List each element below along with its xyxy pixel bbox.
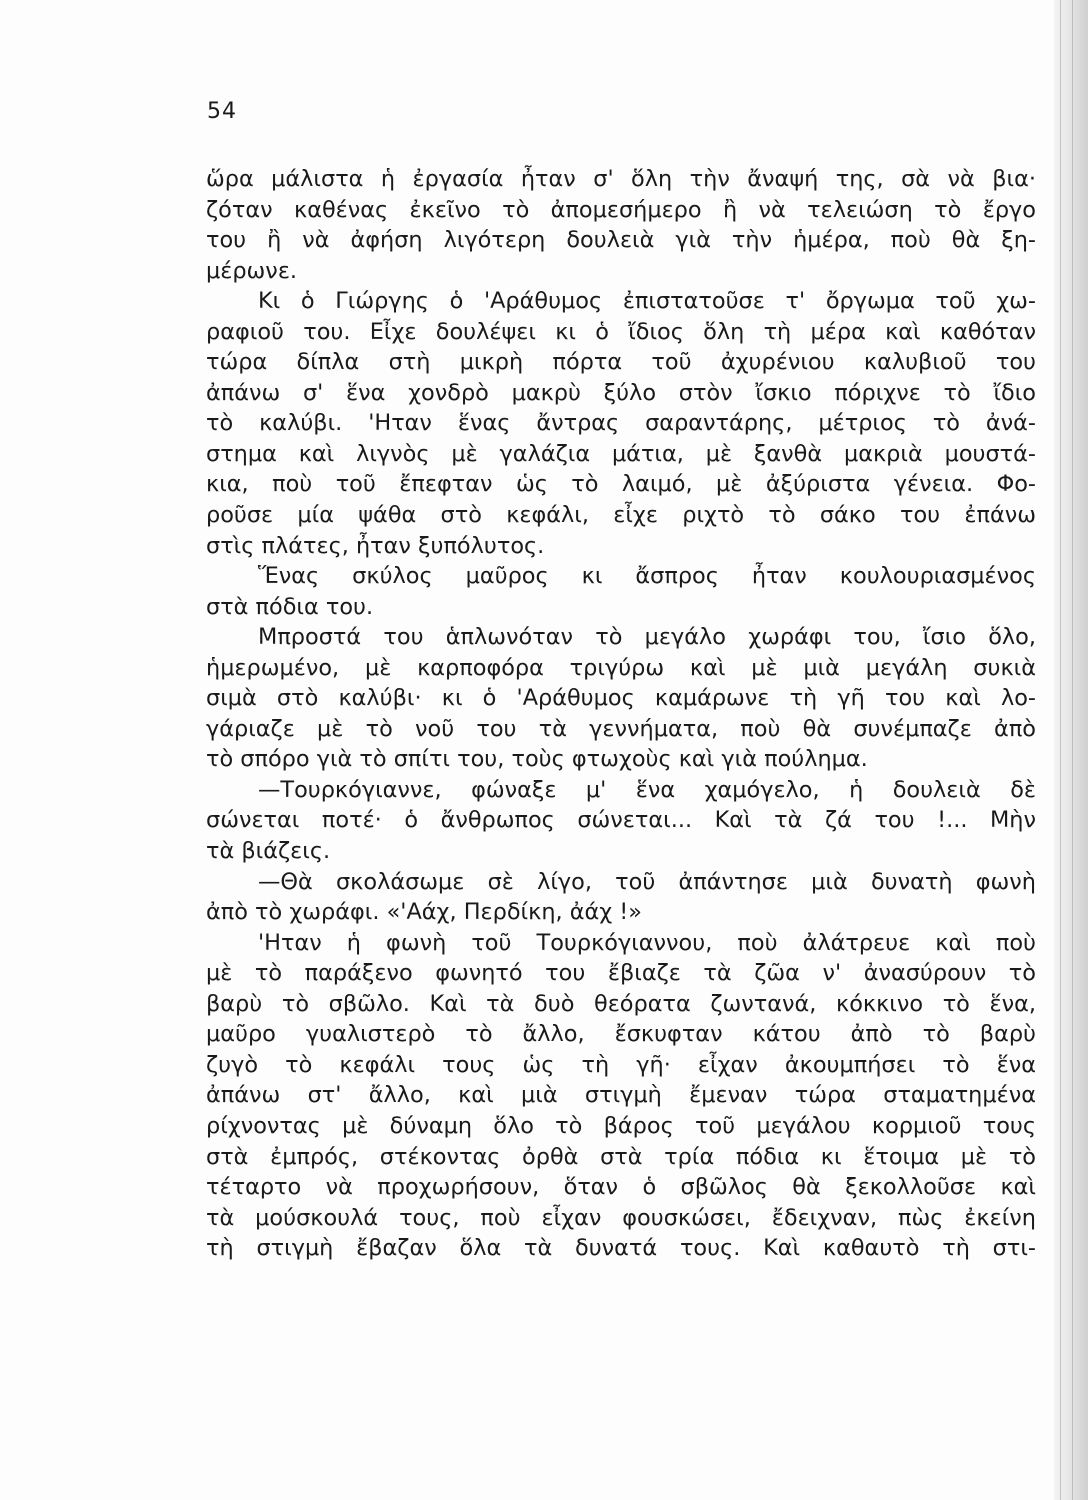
text-line: ἀπὸ τὸ χωράφι. «'Αάχ, Περδίκη, ἀάχ !» <box>206 899 642 926</box>
text-line: ροῦσε μία ψάθα στὸ κεφάλι, εἶχε ριχτὸ τὸ σάκο του ἐπάνω <box>206 502 1036 529</box>
text-line: —Τουρκόγιαννε, φώναξε μ' ἕνα χαμόγελο, ἡ δουλειὰ δὲ <box>258 776 1036 803</box>
text-line: τὰ βιάζεις. <box>206 838 331 865</box>
text-line: ρίχνοντας μὲ δύναμη ὅλο τὸ βάρος τοῦ μεγάλου κορμιοῦ τους <box>206 1112 1036 1139</box>
text-line: τὴ στιγμὴ ἔβαζαν ὅλα τὰ δυνατά τους. Καὶ καθαυτὸ τὴ στι- <box>206 1235 1036 1262</box>
text-line: στὰ ἐμπρός, στέκοντας ὀρθὰ στὰ τρία πόδια κι ἕτοιμα μὲ τὸ <box>206 1143 1036 1170</box>
text-line: 'Ηταν ἡ φωνὴ τοῦ Τουρκόγιαννου, ποὺ ἀλάτρευε καὶ ποὺ <box>258 929 1036 956</box>
text-line: μέρωνε. <box>206 257 298 284</box>
text-line: Ἕνας σκύλος μαῦρος κι ἄσπρος ἦταν κουλουριασμένος <box>258 563 1036 590</box>
text-line: τέταρτο νὰ προχωρήσουν, ὅταν ὁ σβῶλος θὰ ξεκολλοῦσε καὶ <box>206 1174 1036 1201</box>
text-line: ἀπάνω σ' ἕνα χονδρὸ μακρὺ ξύλο στὸν ἴσκιο πόριχνε τὸ ἴδιο <box>206 379 1036 406</box>
text-line: Μπροστά του ἁπλωνόταν τὸ μεγάλο χωράφι του, ἴσιο ὅλο, <box>258 624 1036 651</box>
text-line: γάριαζε μὲ τὸ νοῦ του τὰ γεννήματα, ποὺ θὰ συνέμπαζε ἀπὸ <box>206 715 1036 742</box>
text-line: τὸ σπόρο γιὰ τὸ σπίτι του, τοὺς φτωχοὺς καὶ γιὰ πούλημα. <box>206 746 868 773</box>
text-line: ζυγὸ τὸ κεφάλι τους ὡς τὴ γῆ· εἶχαν ἀκουμπήσει τὸ ἕνα <box>206 1051 1036 1078</box>
text-line: τὰ μούσκουλά τους, ποὺ εἶχαν φουσκώσει, ἔδειχναν, πὼς ἐκείνη <box>206 1204 1036 1231</box>
text-line: τὸ καλύβι. 'Ηταν ἕνας ἄντρας σαραντάρης, μέτριος τὸ ἀνά- <box>206 410 1036 437</box>
text-line: στὶς πλάτες, ἦταν ξυπόλυτος. <box>206 532 545 559</box>
text-line: σώνεται ποτέ· ὁ ἄνθρωπος σώνεται... Καὶ τὰ ζά του !... Μὴν <box>206 807 1036 834</box>
text-line: ραφιοῦ του. Εἶχε δουλέψει κι ὁ ἴδιος ὅλη τὴ μέρα καὶ καθόταν <box>206 318 1036 345</box>
text-line: Κι ὁ Γιώργης ὁ 'Αράθυμος ἐπιστατοῦσε τ' ὄργωμα τοῦ χω- <box>258 288 1036 315</box>
text-line: βαρὺ τὸ σβῶλο. Καὶ τὰ δυὸ θεόρατα ζωντανά, κόκκινο τὸ ἕνα, <box>206 990 1036 1017</box>
page-stack-edge <box>1054 0 1088 1500</box>
text-line: ἡμερωμένο, μὲ καρποφόρα τριγύρω καὶ μὲ μιὰ μεγάλη συκιὰ <box>206 654 1036 681</box>
text-line: του ἢ νὰ ἀφήση λιγότερη δουλειὰ γιὰ τὴν ἡμέρα, ποὺ θὰ ξη- <box>206 227 1036 254</box>
text-line: σιμὰ στὸ καλύβι· κι ὁ 'Αράθυμος καμάρωνε τὴ γῆ του καὶ λο- <box>206 685 1036 712</box>
text-line: κια, ποὺ τοῦ ἔπεφταν ὡς τὸ λαιμό, μὲ ἀξύριστα γένεια. Φο- <box>206 471 1036 498</box>
body-text <box>206 164 1036 1264</box>
text-line: στημα καὶ λιγνὸς μὲ γαλάζια μάτια, μὲ ξανθὰ μακριὰ μουστά- <box>206 440 1036 467</box>
text-line: ζόταν καθένας ἐκεῖνο τὸ ἀπομεσήμερο ἢ νὰ τελειώση τὸ ἔργο <box>206 196 1036 223</box>
page-number: 54 <box>207 99 237 124</box>
text-line: μαῦρο γυαλιστερὸ τὸ ἄλλο, ἔσκυφταν κάτου ἀπὸ τὸ βαρὺ <box>206 1021 1036 1048</box>
text-line: τώρα δίπλα στὴ μικρὴ πόρτα τοῦ ἀχυρένιου καλυβιοῦ του <box>206 349 1036 376</box>
text-line: ὥρα μάλιστα ἡ ἐργασία ἦταν σ' ὅλη τὴν ἄναψή της, σὰ νὰ βια· <box>206 166 1036 192</box>
text-line: στὰ πόδια του. <box>206 593 374 620</box>
text-line: —Θὰ σκολάσωμε σὲ λίγο, τοῦ ἀπάντησε μιὰ δυνατὴ φωνὴ <box>258 868 1036 895</box>
text-line: ἀπάνω στ' ἄλλο, καὶ μιὰ στιγμὴ ἔμεναν τώρα σταματημένα <box>206 1082 1036 1109</box>
text-line: μὲ τὸ παράξενο φωνητό του ἔβιαζε τὰ ζῶα ν' ἀνασύρουν τὸ <box>206 960 1036 987</box>
